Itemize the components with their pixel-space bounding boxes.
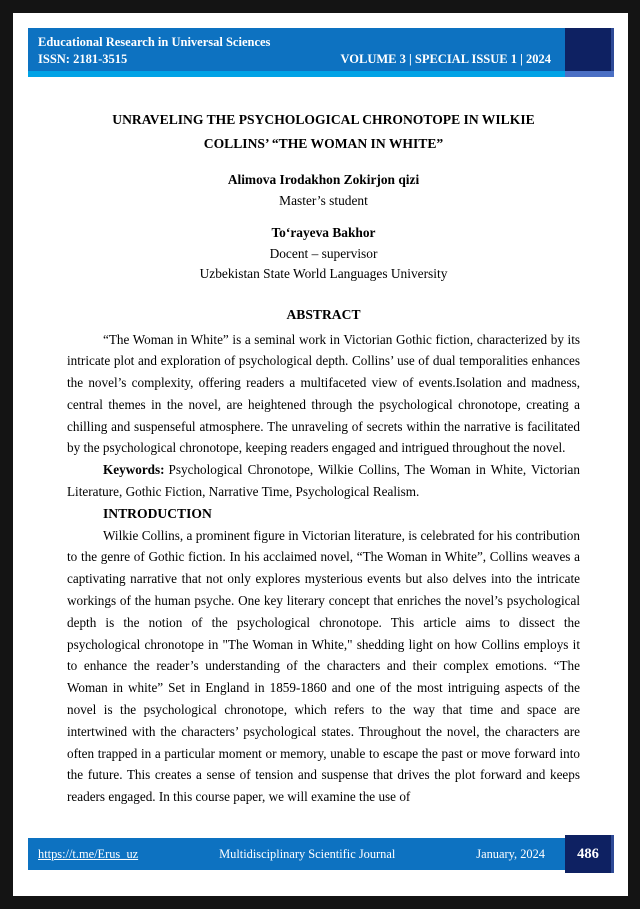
article-title	[67, 108, 580, 156]
document-page	[13, 13, 628, 896]
header-blue-bar	[28, 28, 565, 71]
supervisor-name: To‘rayeva Bakhor	[271, 225, 376, 240]
journal-footer-band	[28, 838, 614, 870]
keywords-label: Keywords:	[103, 462, 165, 478]
article-content	[13, 77, 628, 808]
keywords-paragraph	[67, 459, 580, 503]
author-role: Master’s student	[279, 193, 368, 208]
supervisor-role: Docent – supervisor	[269, 245, 378, 261]
page-number-box	[565, 835, 614, 873]
header-main-column	[28, 28, 565, 77]
footer-date: January, 2024	[476, 846, 545, 861]
article-title-line-2: COLLINS’ “THE WOMAN IN WHITE”	[203, 136, 444, 151]
keywords-text: Psychological Chronotope, Wilkie Collins, The Woman in White, Victorian Literature, Gothic Fiction, Narrative Time, Psychological Realism.	[67, 462, 580, 500]
supervisor-affiliation: Uzbekistan State World Languages University	[199, 266, 448, 281]
introduction-paragraph: Wilkie Collins, a prominent figure in Victorian literature, is celebrated for his contribution to the genre of Gothic fiction. In his acclaimed novel, “The Woman in White”, Collins weaves a captivating narrative that not only explores mysterious events but also delves into the intricate workings of the human psyche. One key literary concept that enriches the novel’s psychological depth is the notion of the psychological chronotope. This article aims to dissect the psychological chronotope in "The Woman in White," shedding light on how Collins employs it to enhance the reader’s understanding of the characters and their complex emotions. “The Woman in white” Set in England in 1859-1860 and one of the most intriguing aspects of the novel is the psychological chronotope, which refers to the way that time and space are intertwined with the characters’ psychological states. Throughout the novel, the characters are often trapped in a particular moment or memory, unable to escape the past or move forward into the future. This creates a sense of tension and suspense that drives the plot forward and keeps readers engaged. In this course paper, we will examine the use of	[67, 527, 580, 805]
volume-issue-label: VOLUME 3 | SPECIAL ISSUE 1 | 2024	[340, 51, 551, 66]
abstract-heading: ABSTRACT	[286, 306, 361, 322]
article-title-line-1: UNRAVELING THE PSYCHOLOGICAL CHRONOTOPE IN WILKIE	[112, 112, 535, 127]
footer-journal-type: Multidisciplinary Scientific Journal	[219, 846, 396, 861]
author-block	[67, 169, 580, 211]
header-navy-column	[565, 28, 614, 77]
introduction-heading: INTRODUCTION	[103, 505, 212, 521]
journal-identity	[38, 34, 270, 67]
page-number: 486	[577, 845, 599, 862]
telegram-link[interactable]: https://t.me/Erus_uz	[38, 846, 139, 861]
supervisor-block	[67, 223, 580, 285]
journal-header-band	[28, 28, 614, 77]
journal-issn: ISSN: 2181-3515	[38, 51, 128, 66]
abstract-paragraph: “The Woman in White” is a seminal work in Victorian Gothic fiction, characterized by its intricate plot and exploration of psychological depth. Collins’ use of dual temporalities enhances the novel’s complexity, offering readers a multifaceted view of events.Isolation and madness, central themes in the novel, are heightened through the psychological chronotope, creating a chilling and suspenseful atmosphere. The unraveling of secrets within the narrative is facilitated by the psychological chronotope, keeping readers engaged and intrigued throughout the novel.	[67, 331, 580, 456]
author-name: Alimova Irodakhon Zokirjon qizi	[227, 172, 420, 187]
journal-name: Educational Research in Universal Sciences	[38, 35, 271, 49]
header-navy-square	[565, 28, 614, 71]
